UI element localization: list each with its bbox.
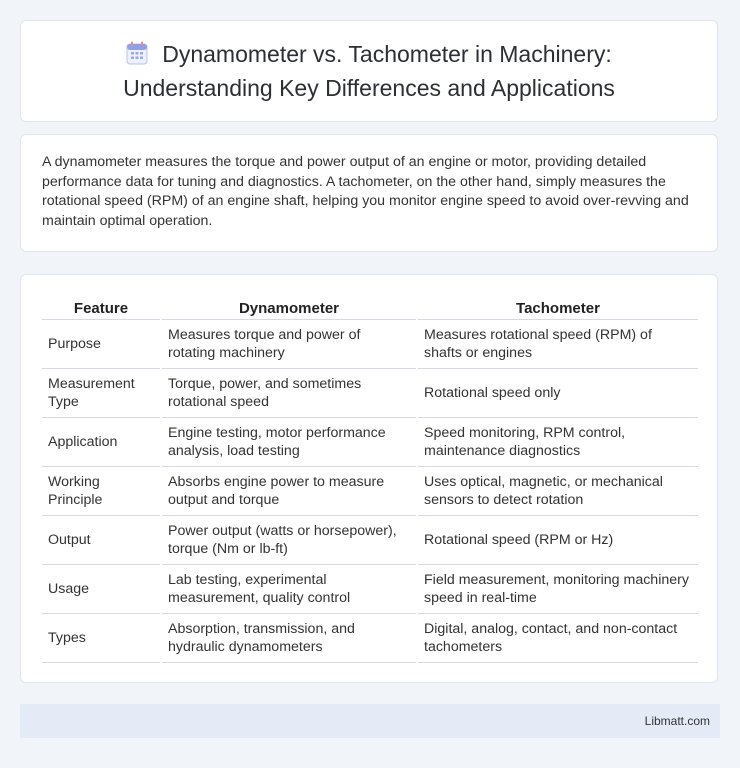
cell-feature: Types xyxy=(42,614,160,663)
cell-tachometer: Rotational speed (RPM or Hz) xyxy=(418,516,698,565)
cell-tachometer: Measures rotational speed (RPM) of shafts or engines xyxy=(418,320,698,369)
table-row xyxy=(42,418,698,467)
cell-feature: Purpose xyxy=(42,320,160,369)
cell-tachometer: Speed monitoring, RPM control, maintenance diagnostics xyxy=(418,418,698,467)
title-line-2: Understanding Key Differences and Applications xyxy=(123,74,615,101)
intro-paragraph: A dynamometer measures the torque and power output of an engine or motor, providing detailed performance data for tuning and diagnostics. A tachometer, on the other hand, simply measures the rotational speed (RPM) of an engine shaft, helping you monitor engine speed to avoid over-revving and maintain optimal operation. xyxy=(42,154,689,229)
cell-dynamometer: Measures torque and power of rotating machinery xyxy=(162,320,416,369)
cell-feature: Output xyxy=(42,516,160,565)
footer xyxy=(20,704,720,738)
cell-dynamometer: Absorption, transmission, and hydraulic dynamometers xyxy=(162,614,416,663)
header-feature: Feature xyxy=(42,295,160,320)
cell-tachometer: Digital, analog, contact, and non-contact tachometers xyxy=(418,614,698,663)
title-line-1: Dynamometer vs. Tachometer in Machinery: xyxy=(162,40,612,67)
cell-feature: Application xyxy=(42,418,160,467)
header-tachometer: Tachometer xyxy=(418,295,698,320)
table-row xyxy=(42,516,698,565)
page-title xyxy=(123,39,615,104)
cell-dynamometer: Torque, power, and sometimes rotational speed xyxy=(162,369,416,418)
table-row xyxy=(42,614,698,663)
table-header-row xyxy=(42,295,698,320)
cell-feature: Usage xyxy=(42,565,160,614)
cell-tachometer: Uses optical, magnetic, or mechanical sensors to detect rotation xyxy=(418,467,698,516)
table-row xyxy=(42,320,698,369)
cell-dynamometer: Power output (watts or horsepower), torque (Nm or lb-ft) xyxy=(162,516,416,565)
cell-tachometer: Field measurement, monitoring machinery speed in real-time xyxy=(418,565,698,614)
title-card xyxy=(20,20,718,122)
comparison-card xyxy=(20,274,718,683)
header-dynamometer: Dynamometer xyxy=(162,295,416,320)
table-row xyxy=(42,467,698,516)
calendar-icon xyxy=(126,41,148,73)
cell-tachometer: Rotational speed only xyxy=(418,369,698,418)
intro-card xyxy=(20,134,718,252)
cell-dynamometer: Lab testing, experimental measurement, quality control xyxy=(162,565,416,614)
footer-brand[interactable]: Libmatt.com xyxy=(644,714,710,728)
table-row xyxy=(42,565,698,614)
comparison-table xyxy=(40,295,700,663)
cell-dynamometer: Absorbs engine power to measure output and torque xyxy=(162,467,416,516)
table-row xyxy=(42,369,698,418)
cell-feature: Working Principle xyxy=(42,467,160,516)
cell-feature: Measurement Type xyxy=(42,369,160,418)
cell-dynamometer: Engine testing, motor performance analysis, load testing xyxy=(162,418,416,467)
